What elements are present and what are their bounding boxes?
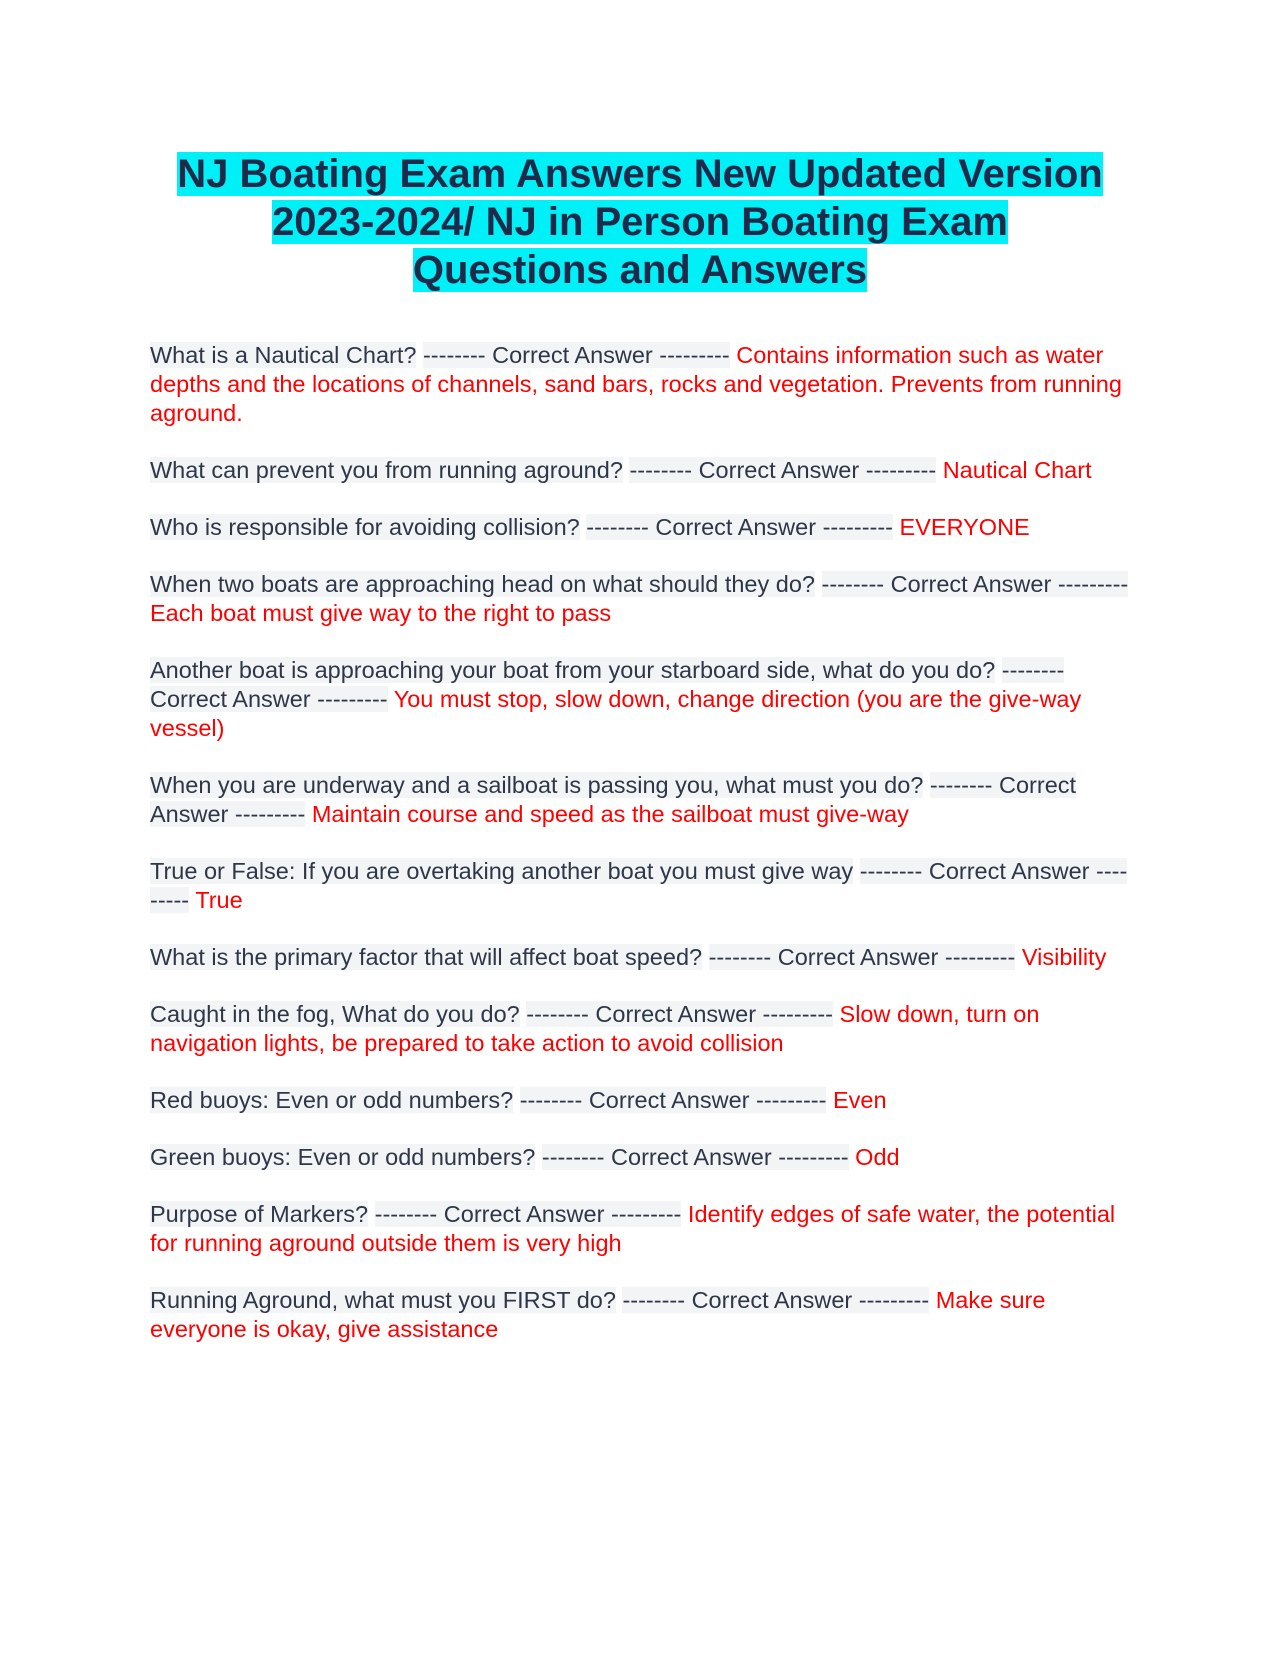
qa-question: Green buoys: Even or odd numbers? — [150, 1144, 536, 1170]
qa-separator: -------- Correct Answer --------- — [519, 1087, 827, 1113]
qa-question: Running Aground, what must you FIRST do? — [150, 1287, 616, 1313]
qa-separator: -------- Correct Answer --------- — [150, 772, 1077, 827]
qa-separator: -------- Correct Answer --------- — [622, 1287, 930, 1313]
title-line-1: NJ Boating Exam Answers New Updated Version — [177, 152, 1103, 196]
qa-answer: You must stop, slow down, change direction (you are the give-way vessel) — [150, 686, 1082, 741]
qa-separator: -------- Correct Answer --------- — [150, 657, 1065, 712]
qa-question: Red buoys: Even or odd numbers? — [150, 1087, 514, 1113]
title-line-3: Questions and Answers — [412, 248, 868, 292]
qa-answer: EVERYONE — [899, 514, 1030, 540]
qa-item — [150, 570, 1130, 628]
qa-question: What is a Nautical Chart? — [150, 342, 417, 368]
qa-separator: -------- Correct Answer --------- — [586, 514, 894, 540]
qa-question: Caught in the fog, What do you do? — [150, 1001, 520, 1027]
qa-answer: Each boat must give way to the right to pass — [150, 600, 612, 626]
qa-item — [150, 1286, 1130, 1344]
qa-item — [150, 1143, 1130, 1172]
document-title — [140, 150, 1140, 294]
qa-separator: -------- Correct Answer --------- — [708, 944, 1016, 970]
qa-question: When you are underway and a sailboat is passing you, what must you do? — [150, 772, 924, 798]
qa-question: What is the primary factor that will affect boat speed? — [150, 944, 703, 970]
qa-answer: Maintain course and speed as the sailboat must give-way — [311, 801, 909, 827]
qa-question: Another boat is approaching your boat from your starboard side, what do you do? — [150, 657, 996, 683]
qa-separator: -------- Correct Answer --------- — [150, 858, 1128, 913]
qa-item — [150, 1086, 1130, 1115]
qa-answer: Contains information such as water depths and the locations of channels, sand bars, rocks and vegetation. Prevents from running aground. — [150, 342, 1122, 426]
qa-item — [150, 1000, 1130, 1058]
qa-item — [150, 1200, 1130, 1258]
qa-list — [150, 341, 1130, 1372]
qa-answer: Nautical Chart — [942, 457, 1092, 483]
qa-item — [150, 656, 1130, 743]
qa-separator: -------- Correct Answer --------- — [541, 1144, 849, 1170]
qa-question: Purpose of Markers? — [150, 1201, 369, 1227]
qa-item — [150, 456, 1130, 485]
qa-item — [150, 857, 1130, 915]
qa-item — [150, 943, 1130, 972]
qa-answer: Visibility — [1021, 944, 1107, 970]
qa-separator: -------- Correct Answer --------- — [526, 1001, 833, 1027]
qa-item — [150, 341, 1130, 428]
qa-question: What can prevent you from running aground? — [150, 457, 623, 483]
qa-answer: Slow down, turn on navigation lights, be prepared to take action to avoid collision — [150, 1001, 1040, 1056]
qa-item — [150, 771, 1130, 829]
qa-answer: Odd — [855, 1144, 900, 1170]
qa-answer: Make sure everyone is okay, give assistance — [150, 1287, 1046, 1342]
qa-answer: True — [195, 887, 243, 913]
qa-separator: -------- Correct Answer --------- — [629, 457, 937, 483]
qa-separator: -------- Correct Answer --------- — [374, 1201, 682, 1227]
qa-separator: -------- Correct Answer --------- — [422, 342, 730, 368]
qa-question: When two boats are approaching head on what should they do? — [150, 571, 815, 597]
qa-item — [150, 513, 1130, 542]
title-line-2: 2023-2024/ NJ in Person Boating Exam — [272, 200, 1008, 244]
qa-answer: Even — [832, 1087, 887, 1113]
qa-separator: -------- Correct Answer --------- — [821, 571, 1129, 597]
qa-question: True or False: If you are overtaking another boat you must give way — [150, 858, 854, 884]
qa-answer: Identify edges of safe water, the potential for running aground outside them is very high — [150, 1201, 1116, 1256]
qa-question: Who is responsible for avoiding collision? — [150, 514, 580, 540]
